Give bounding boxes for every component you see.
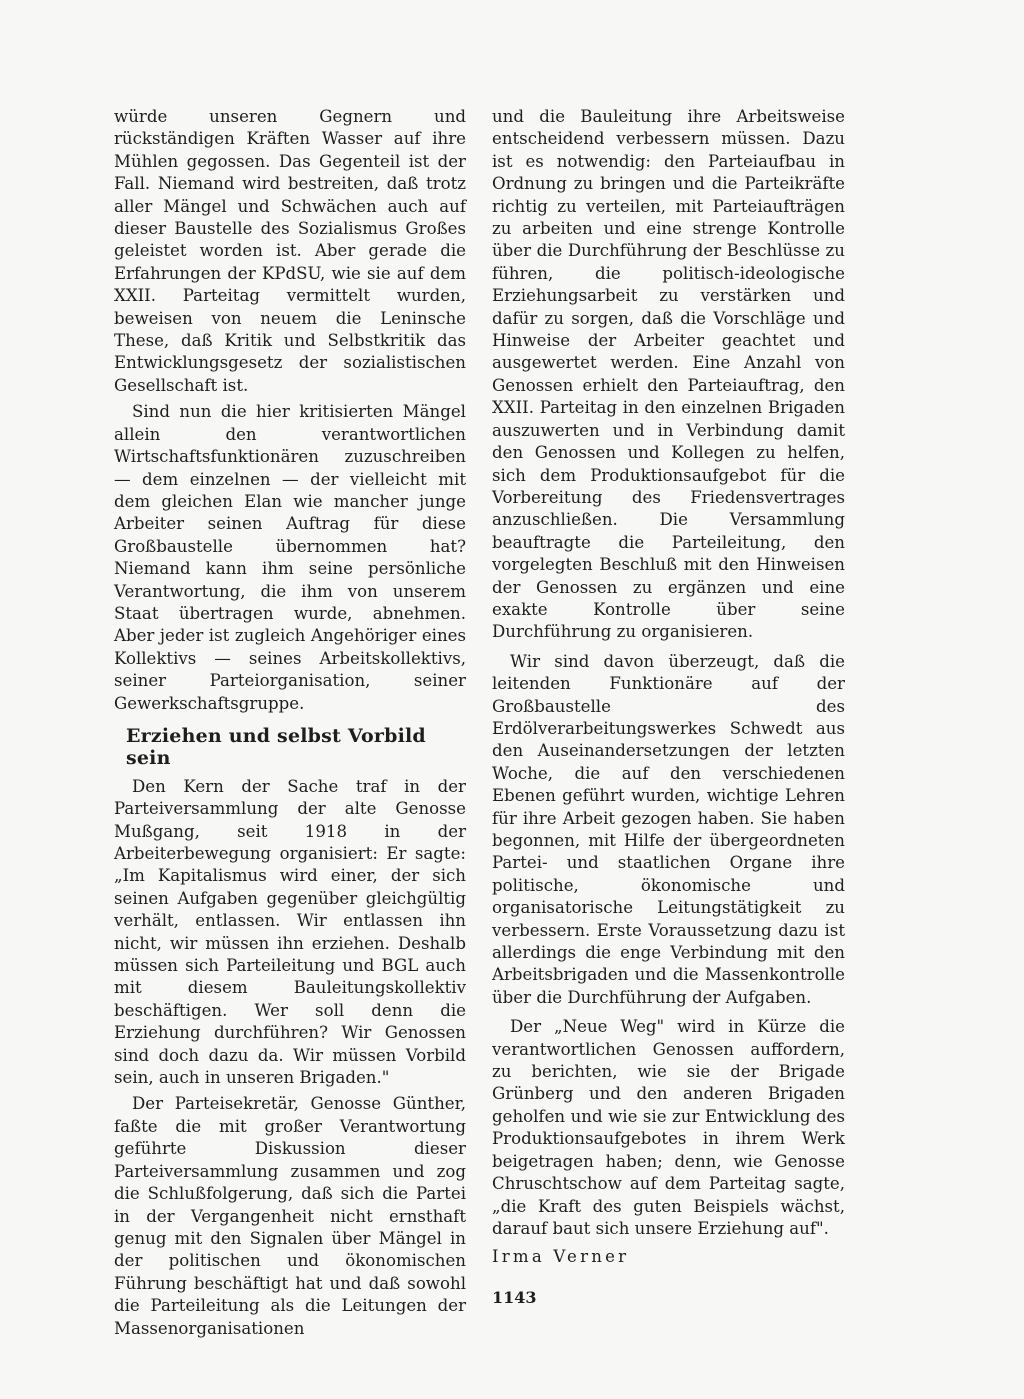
paragraph: Sind nun die hier kritisierten Mängel allein den verantwortlichen Wirtschaftsfunktionären zuzuschreiben — dem einzelnen — der vielleicht mit dem gleichen Elan wie mancher junge Arbeiter seinen Auftrag für diese Großbaustelle übernommen hat? Niemand kann ihm seine persönliche Verantwortung, die ihm von unserem Staat übertragen wurde, abnehmen. Aber jeder ist zugleich Angehöriger eines Kollektivs — seines Arbeitskollektivs, seiner Parteiorganisation, seiner Gewerkschaftsgruppe. bbox=[114, 402, 466, 713]
paragraph: und die Bauleitung ihre Arbeitsweise entscheidend verbessern müssen. Dazu ist es notwendig: den Parteiaufbau in Ordnung zu bringen und die Parteikräfte richtig zu verteilen, mit Parteiaufträgen zu arbeiten und eine strenge Kontrolle über die Durchführung der Beschlüsse zu führen, die politisch-ideologische Erziehungsarbeit zu verstärken und dafür zu sorgen, daß die Vorschläge und Hinweise der Arbeiter geachtet und ausgewertet werden. Eine Anzahl von Genossen erhielt den Parteiauftrag, den XXII. Parteitag in den einzelnen Brigaden auszuwerten und in Verbindung damit den Genossen und Kollegen zu helfen, sich dem Produktionsaufgebot für die Vorbereitung des Friedensvertrages anzuschließen. Die Versammlung beauftragte die Parteileitung, den vorgelegten Beschluß mit den Hinweisen der Genossen zu ergänzen und eine exakte Kontrolle über seine Durchführung zu organisieren. bbox=[492, 107, 845, 642]
paragraph: Den Kern der Sache traf in der Parteiversammlung der alte Genosse Mußgang, seit 1918 in der Arbeiterbewegung organisiert: Er sagte: „Im Kapitalismus wird einer, der sich seinen Aufgaben gegenüber gleichgültig verhält, entlassen. Wir entlassen ihn nicht, wir müssen ihn erziehen. Deshalb müssen sich Parteileitung und BGL auch mit diesem Bauleitungskollektiv beschäftigen. Wer soll denn die Erziehung durchführen? Wir Genossen sind doch dazu da. Wir müssen Vorbild sein, auch in unseren Brigaden." bbox=[114, 776, 466, 1088]
paragraph: Der Parteisekretär, Genosse Günther, faßte die mit großer Verantwortung geführte Diskussion dieser Parteiversammlung zusammen und zog die Schlußfolgerung, daß sich die Partei in der Vergangenheit nicht ernsthaft genug mit den Signalen über Mängel in der politischen und ökonomischen Führung beschäftigt hat und daß sowohl die Parteileitung als die Leitungen der Massenorganisationen bbox=[114, 1094, 466, 1338]
paragraph: würde unseren Gegnern und rückständigen Kräften Wasser auf ihre Mühlen gegossen. Das Gegenteil ist der Fall. Niemand wird bestreiten, daß trotz aller Mängel und Schwächen auch auf dieser Baustelle des Sozialismus Großes geleistet worden ist. Aber gerade die Erfahrungen der KPdSU, wie sie auf dem XXII. Parteitag vermittelt wurden, beweisen von neuem die Leninsche These, daß Kritik und Selbstkritik das Entwicklungsgesetz der sozialistischen Gesellschaft ist. bbox=[114, 107, 466, 395]
paragraph: Der „Neue Weg" wird in Kürze die verantwortlichen Genossen auffordern, zu berichten, wie sie der Brigade Grünberg und den anderen Brigaden geholfen und wie sie zur Entwicklung des Produktionsaufgebotes in ihrem Werk beigetragen haben; denn, wie Genosse Chruschtschow auf dem Parteitag sagte, „die Kraft des guten Beispiels wächst, darauf baut sich unsere Erziehung auf". bbox=[492, 1017, 845, 1238]
page-number: 1143 bbox=[492, 1287, 537, 1307]
author-signature: Irma Verner bbox=[492, 1247, 630, 1267]
left-column bbox=[114, 106, 466, 1340]
paragraph: Wir sind davon überzeugt, daß die leitenden Funktionäre auf der Großbaustelle des Erdölverarbeitungswerkes Schwedt aus den Auseinandersetzungen der letzten Woche, die auf den verschiedenen Ebenen geführt wurden, wichtige Lehren für ihre Arbeit gezogen haben. Sie haben begonnen, mit Hilfe der übergeordneten Partei- und staatlichen Organe ihre politische, ökonomische und organisatorische Leitungstätigkeit zu verbessern. Erste Voraussetzung dazu ist allerdings die enge Verbindung mit den Arbeitsbrigaden und die Massenkontrolle über die Durchführung der Aufgaben. bbox=[492, 651, 845, 1007]
right-column bbox=[492, 106, 845, 1309]
section-heading: Erziehen und selbst Vorbild sein bbox=[126, 724, 426, 770]
